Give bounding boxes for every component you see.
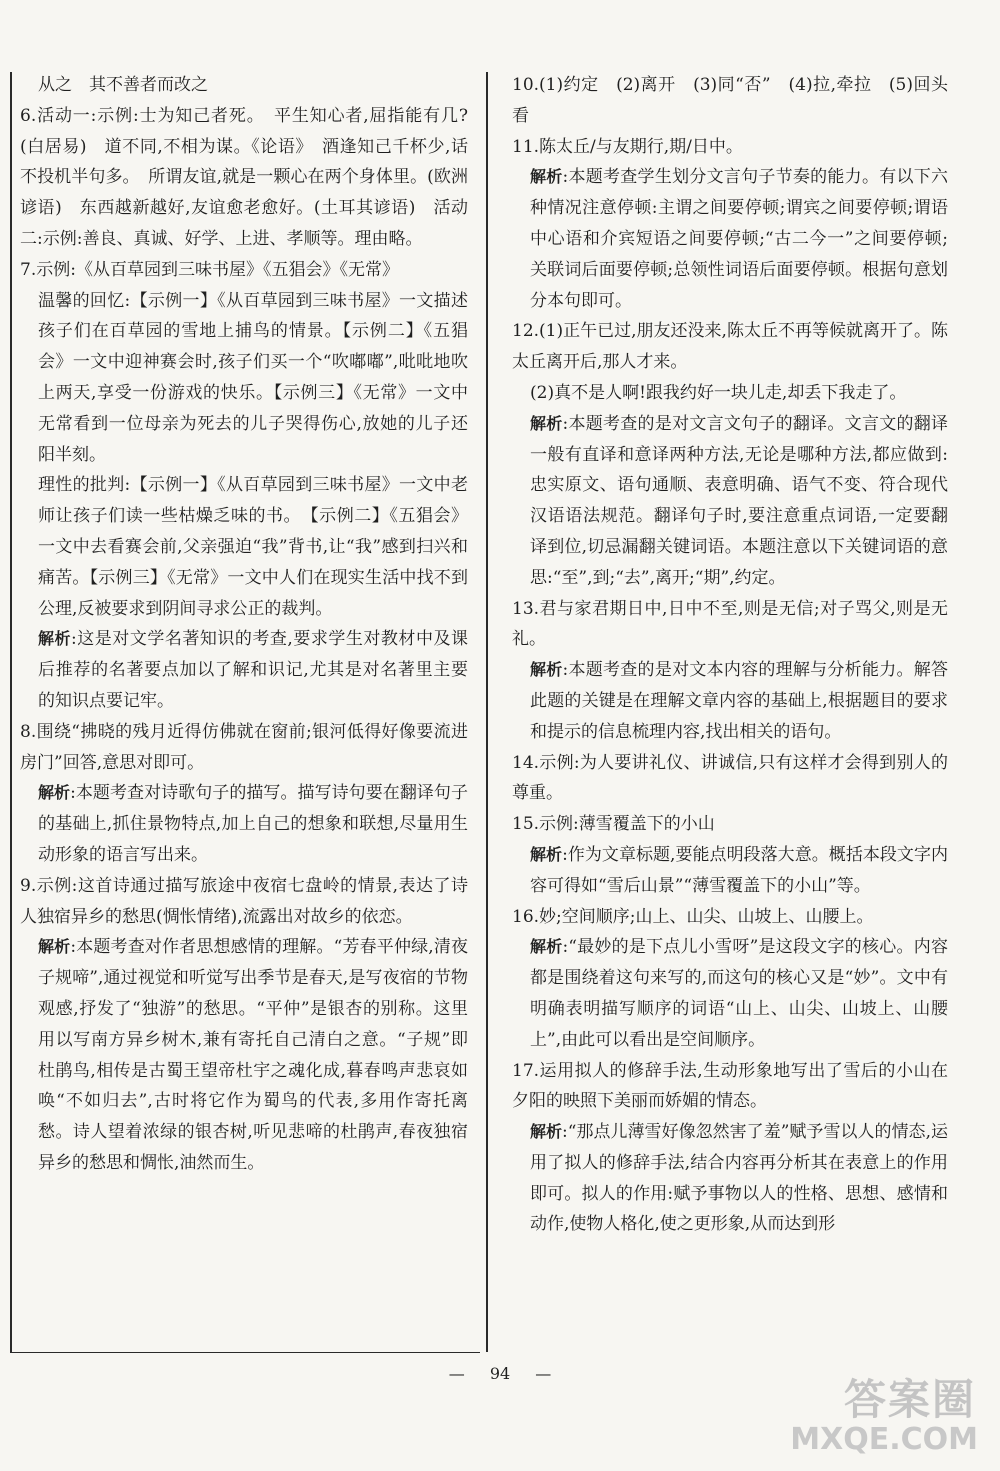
answer-text: :本题考查对作者思想感情的理解。“芳春平仲绿,清夜子规啼”,通过视觉和听觉写出季节是春天,是写夜宿的节物观感,抒发了“独游”的愁思。“平仲”是银杏的别称。这里用以写南方异乡树木,兼有寄托自己清白之意。“子规”即杜鹃鸟,相传是古蜀王望帝杜宇之魂化成,暮春鸣声悲哀如唤“不如归去”,古时将它作为蜀鸟的代表,多用作寄托离愁。诗人望着浓绿的银杏树,听见悲啼的杜鹃声,春夜独宿异乡的愁思和惆怅,油然而生。 xyxy=(38,937,468,1173)
footer-dash-left: — xyxy=(448,1364,465,1383)
analysis-label: 解析 xyxy=(530,167,563,187)
answer-text: :本题考查对诗歌句子的描写。描写诗句要在翻译句子的基础上,抓住景物特点,加上自己的想象和联想,尽量用生动形象的语言写出来。 xyxy=(38,783,468,865)
answer-text: 6.活动一:示例:士为知己者死。 平生知心者,屈指能有几?(白居易) 道不同,不相为谋。《论语》 酒逢知己千杯少,话不投机半句多。 所谓友谊,就是一颗心在两个身体里。(欧洲谚语) 东西越新越好,友谊愈老愈好。(土耳其谚语) 活动二:示例:善良、真诚、好学、上进、孝顺等。理由略。 xyxy=(20,105,468,249)
answer-text: :这是对文学名著知识的考查,要求学生对教材中及课后推荐的名著要点加以了解和识记,尤其是对名著里主要的知识点要记牢。 xyxy=(38,629,468,711)
answer-text: 10.(1)约定 (2)离开 (3)同“否” (4)拉,牵拉 (5)回头看 xyxy=(512,75,948,126)
answer-text: 理性的批判:【示例一】《从百草园到三味书屋》一文中老师让孩子们读一些枯燥乏味的书。 【示例二】《五猖会》一文中去看赛会前,父亲强迫“我”背书,让“我”感到扫兴和痛苦。【示例三】《无常》一文中人们在现实生活中找不到公理,反被要求到阴间寻求公正的裁判。 xyxy=(38,475,468,619)
answer-item xyxy=(512,840,948,902)
answer-text: 11.陈太丘/与友期行,期/日中。 xyxy=(512,136,743,157)
answer-item xyxy=(20,717,468,779)
answer-item xyxy=(20,70,468,101)
answer-item xyxy=(512,409,948,594)
answer-text: 从之 其不善者而改之 xyxy=(38,75,208,95)
answer-item xyxy=(512,748,948,810)
analysis-label: 解析 xyxy=(530,413,563,433)
answer-text: :“那点儿薄雪好像忽然害了羞”赋予雪以人的情态,运用了拟人的修辞手法,结合内容再分析其在表意上的作用即可。拟人的作用:赋予事物以人的性格、思想、感情和动作,使物人格化,使之更形象,从而达到形 xyxy=(530,1122,948,1235)
answer-text: 17.运用拟人的修辞手法,生动形象地写出了雪后的小山在夕阳的映照下美丽而娇媚的情态。 xyxy=(512,1060,948,1112)
answer-text: 9.示例:这首诗通过描写旅途中夜宿七盘岭的情景,表达了诗人独宿异乡的愁思(惆怅情绪),流露出对故乡的依恋。 xyxy=(20,875,468,927)
answer-text: :本题考查的是对文本内容的理解与分析能力。解答此题的关键是在理解文章内容的基础上,根据题目的要求和提示的信息梳理内容,找出相关的语句。 xyxy=(530,660,948,742)
left-margin-rule xyxy=(10,72,12,1352)
answer-text: 15.示例:薄雪覆盖下的小山 xyxy=(512,814,715,835)
answer-item xyxy=(512,594,948,656)
answer-item xyxy=(20,778,468,870)
answer-text: 16.妙;空间顺序;山上、山尖、山坡上、山腰上。 xyxy=(512,906,874,927)
answer-text: 8.围绕“拂晓的残月近得仿佛就在窗前;银河低得好像要流进房门”回答,意思对即可。 xyxy=(20,721,468,773)
answer-text: 12.(1)正午已过,朋友还没来,陈太丘不再等候就离开了。陈太丘离开后,那人才来。 xyxy=(512,321,948,373)
answer-text: :本题考查学生划分文言句子节奏的能力。有以下六种情况注意停顿:主谓之间要停顿;谓宾之间要停顿;谓语中心语和介宾短语之间要停顿;“古二今一”之间要停顿;关联词后面要停顿;总领性词语后面要停顿。根据句意划分本句即可。 xyxy=(530,167,948,311)
answer-item xyxy=(20,932,468,1178)
answer-text: 温馨的回忆:【示例一】《从百草园到三味书屋》一文描述孩子们在百草园的雪地上捕鸟的情景。【示例二】《五猖会》一文中迎神赛会时,孩子们买一个“吹嘟嘟”,吡吡地吹上两天,享受一份游戏的快乐。【示例三】《无常》一文中无常看到一位母亲为死去的儿子哭得伤心,放她的儿子还阳半刻。 xyxy=(38,290,468,465)
answer-item xyxy=(512,316,948,378)
watermark-url: MXQE.COM xyxy=(790,1422,978,1457)
answer-item xyxy=(512,70,948,132)
column-divider xyxy=(486,72,488,1352)
answer-item xyxy=(512,1056,948,1118)
analysis-label: 解析 xyxy=(38,629,72,649)
answer-text: 14.示例:为人要讲礼仪、讲诚信,只有这样才会得到别人的尊重。 xyxy=(512,752,948,804)
answer-item xyxy=(20,255,468,286)
answer-text: 7.示例:《从百草园到三味书屋》《五猖会》《无常》 xyxy=(20,259,399,280)
left-answer-column xyxy=(20,70,468,1179)
analysis-label: 解析 xyxy=(530,937,563,957)
answer-text: 13.君与家君期日中,日中不至,则是无信;对子骂父,则是无礼。 xyxy=(512,598,948,650)
answer-text: :本题考查的是对文言文句子的翻译。文言文的翻译一般有直译和意译两种方法,无论是哪种方法,都应做到:忠实原文、语句通顺、表意明确、语气不变、符合现代汉语语法规范。翻译句子时,要注意重点词语,一定要翻译到位,切忌漏翻关键词语。本题注意以下关键词语的意思:“至”,到;“去”,离开;“期”,约定。 xyxy=(530,413,948,588)
answer-item xyxy=(20,624,468,716)
answer-item xyxy=(512,378,948,409)
answer-item xyxy=(512,132,948,163)
right-answer-column xyxy=(512,70,948,1240)
site-watermark xyxy=(772,1367,982,1459)
answer-item xyxy=(20,286,468,471)
answer-item xyxy=(20,871,468,933)
answer-item xyxy=(512,655,948,747)
answer-item xyxy=(512,809,948,840)
answer-item xyxy=(512,162,948,316)
analysis-label: 解析 xyxy=(38,783,71,803)
page-number: 94 xyxy=(489,1364,511,1383)
column-bottom-rule xyxy=(10,1352,480,1353)
answer-text: :作为文章标题,要能点明段落大意。概括本段文字内容可得如“雪后山景”“薄雪覆盖下的小山”等。 xyxy=(530,844,948,896)
answer-item xyxy=(512,932,948,1055)
analysis-label: 解析 xyxy=(530,844,563,864)
answer-text: :“最妙的是下点儿小雪呀”是这段文字的核心。内容都是围绕着这句来写的,而这句的核心又是“妙”。文中有明确表明描写顺序的词语“山上、山尖、山坡上、山腰上”,由此可以看出是空间顺序。 xyxy=(530,937,948,1050)
answer-item xyxy=(20,101,468,255)
answer-item xyxy=(512,902,948,933)
answer-item xyxy=(20,470,468,624)
answer-text: (2)真不是人啊!跟我约好一块儿走,却丢下我走了。 xyxy=(530,382,907,403)
answer-item xyxy=(512,1117,948,1240)
analysis-label: 解析 xyxy=(38,937,71,957)
analysis-label: 解析 xyxy=(530,660,563,680)
footer-dash-right: — xyxy=(535,1364,552,1383)
analysis-label: 解析 xyxy=(530,1122,563,1142)
watermark-logo: 答案圈 xyxy=(843,1375,976,1424)
